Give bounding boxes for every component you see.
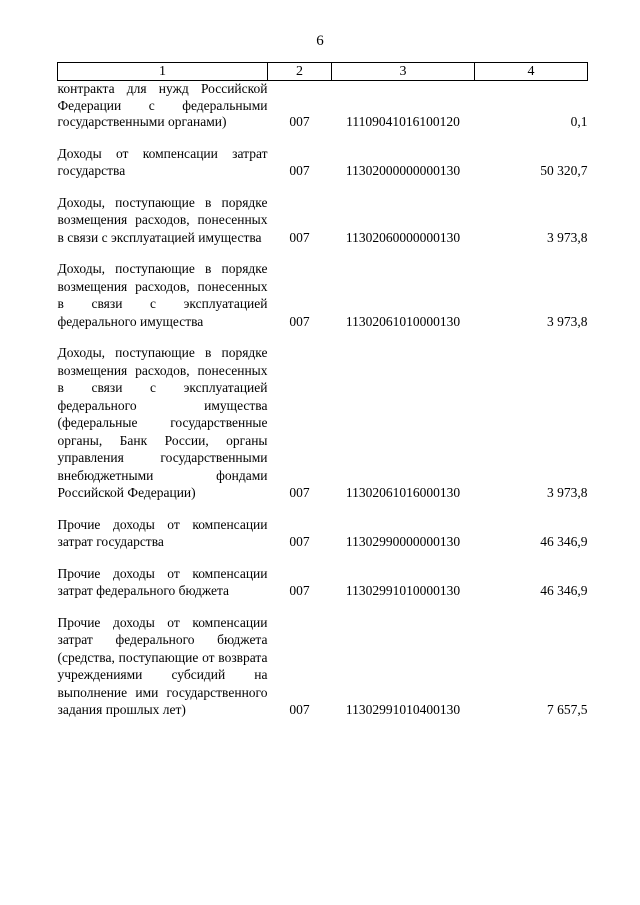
amount: 3 973,8: [547, 313, 588, 329]
revenue-table: [57, 62, 588, 719]
revenue-name: Прочие доходы от компенсации затрат государства: [57, 516, 268, 549]
revenue-name: Доходы, поступающие в порядке возмещения расходов, понесенных в связи с эксплуатацией имущества: [57, 194, 268, 245]
table-row: [58, 246, 588, 330]
table-row: [58, 551, 588, 600]
budget-classification-code: 11302990000000130: [345, 534, 461, 549]
admin-code: 007: [289, 534, 310, 549]
amount: 0,1: [570, 114, 588, 129]
budget-classification-code: 11302061016000130: [345, 485, 461, 500]
column-header-1: 1: [58, 63, 268, 81]
revenue-name: контракта для нужд Российской Федерации с федеральными государственными органами): [57, 81, 268, 129]
amount: 50 320,7: [540, 163, 588, 178]
column-header-4: 4: [475, 63, 588, 81]
amount: 3 973,8: [547, 485, 588, 500]
admin-code: 007: [289, 485, 310, 500]
budget-classification-code: 11302061010000130: [345, 313, 461, 329]
table-row: [58, 600, 588, 719]
admin-code: 007: [289, 702, 310, 717]
revenue-name: Доходы от компенсации затрат государства: [57, 145, 268, 178]
budget-classification-code: 11302991010000130: [345, 583, 461, 598]
amount: 46 346,9: [540, 534, 588, 549]
table-row: [58, 180, 588, 247]
amount: 46 346,9: [540, 583, 588, 598]
revenue-name: Прочие доходы от компенсации затрат федерального бюджета (средства, поступающие от возврата учреждениями субсидий на выполнение ими государственного задания прошлых лет): [57, 614, 268, 717]
table-row: [58, 81, 588, 131]
admin-code: 007: [289, 163, 310, 178]
table-row: [58, 131, 588, 180]
revenue-name: Доходы, поступающие в порядке возмещения расходов, понесенных в связи с эксплуатацией федерального имущества (федеральные государственные органы, Банк России, органы управления государственными внебюджетными фондами Российской Федерации): [57, 345, 268, 500]
page-number: 6: [316, 33, 324, 49]
table-row: [58, 502, 588, 551]
table-row: [58, 330, 588, 502]
budget-classification-code: 11302991010400130: [345, 702, 461, 717]
column-number-row: [58, 63, 588, 81]
budget-classification-code: 11302060000000130: [345, 229, 461, 245]
amount: 7 657,5: [547, 702, 588, 717]
budget-classification-code: 11302000000000130: [345, 163, 461, 178]
admin-code: 007: [289, 313, 310, 329]
budget-classification-code: 11109041016100120: [346, 114, 460, 129]
admin-code: 007: [289, 114, 310, 129]
revenue-name: Прочие доходы от компенсации затрат федерального бюджета: [57, 565, 268, 598]
revenue-name: Доходы, поступающие в порядке возмещения расходов, понесенных в связи с эксплуатацией федерального имущества: [57, 261, 268, 329]
amount: 3 973,8: [547, 229, 588, 245]
admin-code: 007: [289, 229, 310, 245]
column-header-2: 2: [268, 63, 332, 81]
column-header-3: 3: [332, 63, 475, 81]
admin-code: 007: [289, 583, 310, 598]
